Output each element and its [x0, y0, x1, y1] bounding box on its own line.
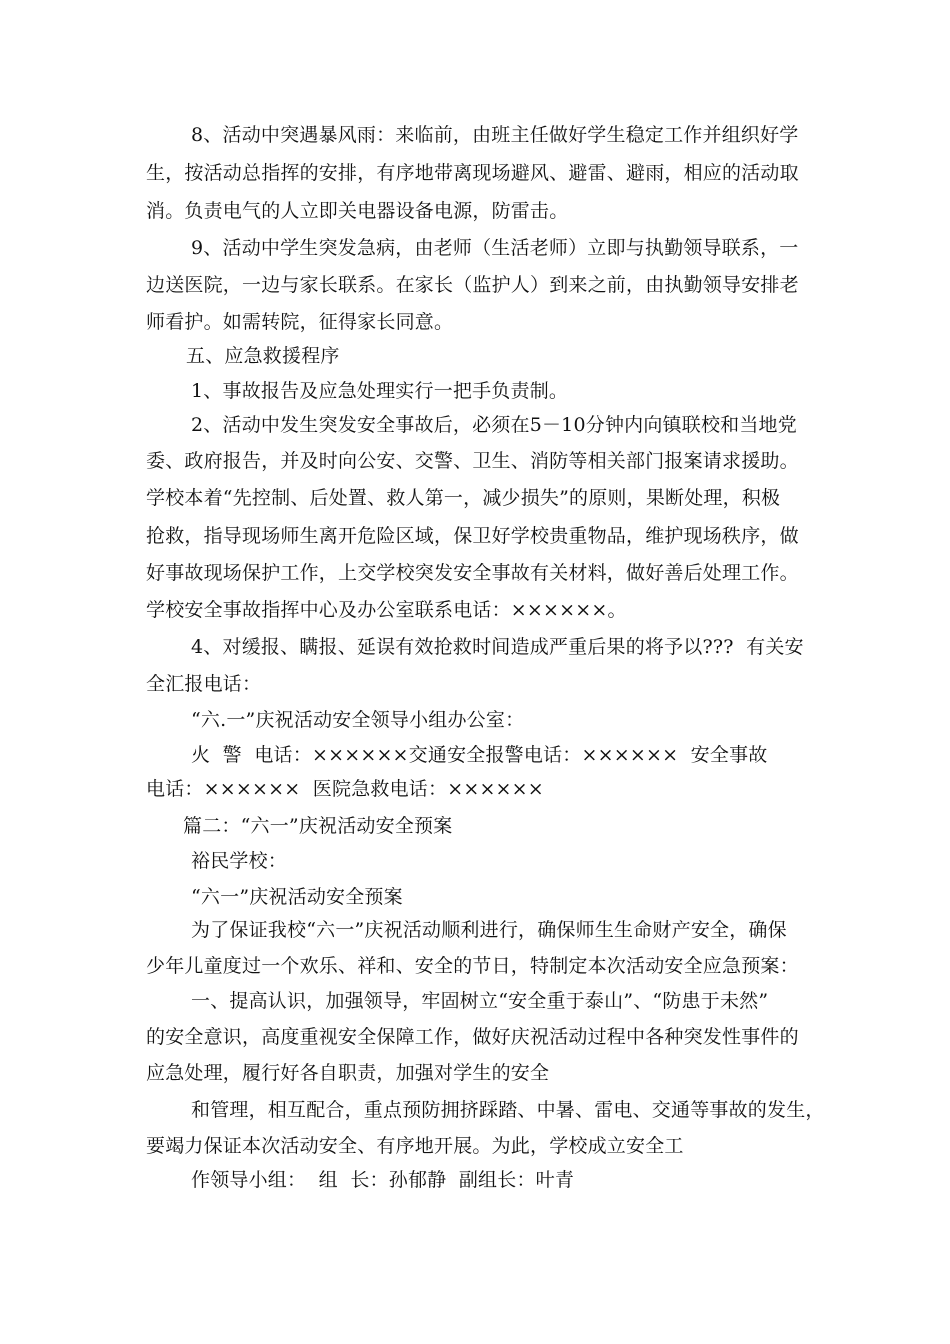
text-line: 全汇报电话： [146, 673, 262, 695]
text-line: 师看护。如需转院，征得家长同意。 [146, 311, 454, 333]
section-heading: 五、应急救援程序 [186, 345, 340, 367]
text-line: 为了保证我校“六一”庆祝活动顺利进行，确保师生生命财产安全，确保 [191, 919, 787, 941]
text-line: 应急处理，履行好各自职责，加强对学生的安全 [146, 1062, 550, 1084]
text-line: 火 警 电话：××××××交通安全报警电话：×××××× 安全事故 [191, 744, 768, 766]
text-line: 2、活动中发生突发安全事故后，必须在5－10分钟内向镇联校和当地党 [191, 414, 797, 436]
text-line: “六.一”庆祝活动安全领导小组办公室： [191, 709, 525, 731]
text-line: 4、对缓报、瞒报、延误有效抢救时间造成严重后果的将予以??? 有关安 [191, 636, 804, 658]
section-heading: 篇二：“六一”庆祝活动安全预案 [183, 815, 453, 837]
text-line: 的安全意识，高度重视安全保障工作，做好庆祝活动过程中各种突发性事件的 [146, 1026, 799, 1048]
text-line: 作领导小组： 组 长：孙郁静 副组长：叶青 [191, 1169, 575, 1191]
text-line: 学校本着“先控制、后处置、救人第一，减少损失”的原则，果断处理，积极 [146, 487, 781, 509]
text-line: 好事故现场保护工作，上交学校突发安全事故有关材料，做好善后处理工作。 [146, 562, 799, 584]
text-line: 要竭力保证本次活动安全、有序地开展。为此，学校成立安全工 [146, 1135, 684, 1157]
text-line: 抢救，指导现场师生离开危险区域，保卫好学校贵重物品，维护现场秩序，做 [146, 525, 799, 547]
text-line: 边送医院，一边与家长联系。在家长（监护人）到来之前，由执勤领导安排老 [146, 274, 799, 296]
text-line: 消。负责电气的人立即关电器设备电源，防雷击。 [146, 200, 569, 222]
text-line: 电话：×××××× 医院急救电话：×××××× [146, 778, 544, 800]
text-line: 8、活动中突遇暴风雨：来临前，由班主任做好学生稳定工作并组织好学 [191, 124, 799, 146]
text-line: 少年儿童度过一个欢乐、祥和、安全的节日，特制定本次活动安全应急预案： [146, 955, 799, 977]
text-line: 一、提高认识，加强领导，牢固树立“安全重于泰山”、“防患于未然” [191, 990, 769, 1012]
text-line: 和管理，相互配合，重点预防拥挤踩踏、中暑、雷电、交通等事故的发生， [191, 1099, 825, 1121]
text-line: 1、事故报告及应急处理实行一把手负责制。 [191, 380, 569, 402]
text-line: 委、政府报告，并及时向公安、交警、卫生、消防等相关部门报案请求援助。 [146, 450, 799, 472]
text-line: 裕民学校： [191, 850, 288, 872]
text-line: 学校安全事故指挥中心及办公室联系电话：××××××。 [146, 599, 627, 621]
text-line: 9、活动中学生突发急病，由老师（生活老师）立即与执勤领导联系，一 [191, 237, 799, 259]
text-line: 生，按活动总指挥的安排，有序地带离现场避风、避雷、避雨，相应的活动取 [146, 162, 799, 184]
text-line: “六一”庆祝活动安全预案 [191, 886, 403, 908]
